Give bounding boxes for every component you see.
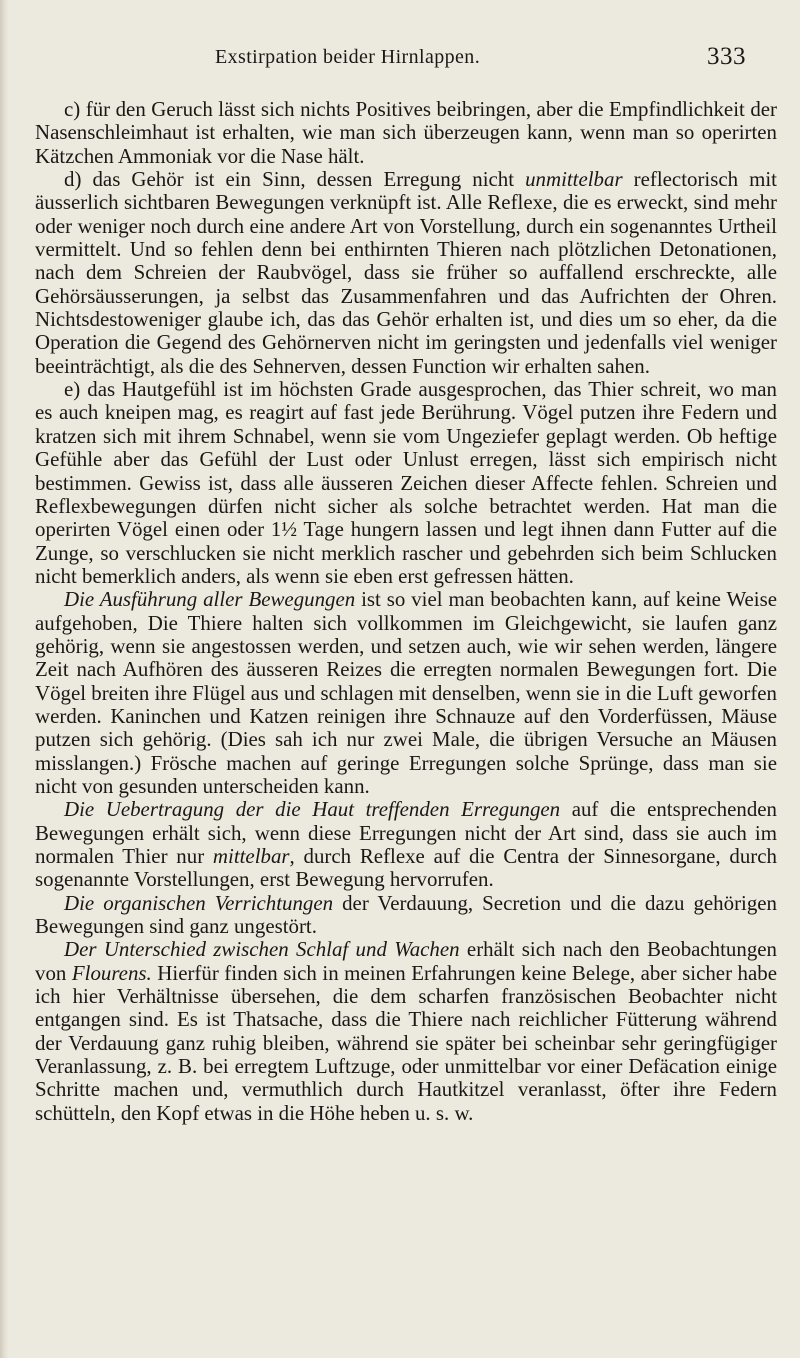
running-head: [0, 43, 800, 76]
running-title: Exstirpation beider Hirnlappen.: [215, 46, 481, 68]
emphasis: Der Unterschied zwischen Schlaf und Wachen: [64, 937, 460, 962]
text-run: d) das Gehör ist ein Sinn, dessen Erregung nicht: [64, 167, 526, 192]
paragraph-sleep-wake: [35, 938, 777, 1125]
text-run: auf die entsprechenden Bewegungen erhält sich, wenn diese Erregungen nicht der Art sind, dass sie auch im normalen Thier nur: [35, 797, 777, 868]
text-run: erhält sich nach den Beobachtungen von: [35, 937, 777, 985]
paragraph-c-smell: c) für den Geruch lässt sich nichts Positives beibringen, aber die Empfindlichkeit der Nasenschleimhaut ist erhalten, wie man sich überzeugen kann, wenn man so operirten Kätzchen Ammoniak vor die Nase hält.: [35, 97, 777, 168]
paragraph-organic-functions: [35, 892, 777, 939]
emphasis: Die organischen Verrichtungen: [64, 890, 334, 915]
paragraph-d-hearing: [35, 168, 777, 378]
page-binding-edge: [0, 0, 9, 1358]
body-text: [35, 98, 777, 1125]
text-run: , durch Reflexe auf die Centra der Sinnesorgane, durch sogenannte Vorstellungen, erst Bewegung hervorrufen.: [35, 844, 777, 892]
paragraph-movements: [35, 588, 777, 798]
text-run: der Verdauung, Secretion und die dazu gehörigen Bewegungen sind ganz ungestört.: [35, 890, 777, 939]
emphasis: mittelbar: [212, 844, 290, 868]
page-number: 333: [707, 43, 746, 70]
emphasis: unmittelbar: [525, 167, 623, 192]
text-run: e) das Hautgefühl ist im höchsten Grade ausgesprochen, das Thier schreit, wo man es auch kneipen mag, es reagirt auf fast jede Berührung. Vögel putzen ihre Federn und kratzen sich mit ihrem Schnabel, wenn sie vom Ungeziefer geplagt werden. Ob heftige Gefühle aber das Gefühl der Lust oder Unlust erregen, lässt sich empirisch nicht bestimmen. Gewiss ist, dass alle äusseren Zeichen dieser Affecte fehlen. Schreien und Reflexbewegungen dürfen nicht sicher als solche betrachtet werden. Hat man die operirten Vögel einen oder 1½ Tage hungern lassen und legt ihnen dann Futter auf die Zunge, so verschlucken sie nicht merklich rascher und gebehrden sich beim Schlucken nicht bemerklich anders, als wenn sie eben erst gefressen hätten.: [35, 377, 777, 588]
emphasis: Die Uebertragung der die Haut treffenden Erregungen: [64, 797, 561, 822]
text-run: Hierfür finden sich in meinen Erfahrungen keine Belege, aber sicher habe ich hier Verhältnisse übersehen, die dem scharfen französischen Beobachter nicht entgangen sind. Es ist Thatsache, dass die Thiere nach reichlicher Fütterung während der Verdauung ganz ruhig bleiben, während sie später bei scheinbar sehr geringfügiger Veranlassung, z. B. bei erregtem Luftzuge, oder unmittelbar vor einer Defäcation einige Schritte machen und, vermuthlich durch Hautkitzel veranlasst, öfter ihre Federn schütteln, den Kopf etwas in die Höhe heben u. s. w.: [35, 960, 777, 1125]
text-run: reflectorisch mit äusserlich sichtbaren Bewegungen verknüpft ist. Alle Reflexe, die es erweckt, sind mehr oder weniger noch durch eine andere Art von Vorstellung, durch ein sogenanntes Urtheil vermittelt. Und so fehlen denn bei enthirnten Thieren nach plötzlichen Detonationen, nach dem Schreien der Raubvögel, dass sie früher so auffallend erschreckte, alle Gehörsäusserungen, ja selbst das Zusammenfahren und das Aufrichten der Ohren. Nichtsdestoweniger glaube ich, das das Gehör erhalten ist, und dies um so eher, da die Operation die Gegend des Gehörnerven nicht im geringsten und jedenfalls viel weniger beeinträchtigt, als die des Sehnerven, dessen Function wir erhalten sahen.: [35, 167, 777, 378]
text-run: ist so viel man beobachten kann, auf keine Weise aufgehoben, Die Thiere halten sich vollkommen im Gleichgewicht, sie laufen ganz gehörig, wenn sie angestossen werden, und setzen auch, wie wir sehen werden, längere Zeit nach Aufhören des äusseren Reizes die erregten normalen Bewegungen fort. Die Vögel breiten ihre Flügel aus und schlagen mit denselben, wenn sie in die Luft geworfen werden. Kaninchen und Katzen reinigen ihre Schnauze auf den Vorderfüssen, Mäuse putzen sich gehörig. (Dies sah ich nur zwei Male, die übrigen Versuche an Mäusen misslangen.) Frösche machen auf geringe Erregungen solche Sprünge, dass man sie nicht von gesunden unterscheiden kann.: [35, 587, 777, 798]
paragraph-e-touch: [35, 378, 777, 588]
paragraph-transmission: [35, 798, 777, 891]
emphasis: Flourens.: [71, 960, 152, 985]
emphasis: Die Ausführung aller Bewegungen: [64, 587, 356, 612]
